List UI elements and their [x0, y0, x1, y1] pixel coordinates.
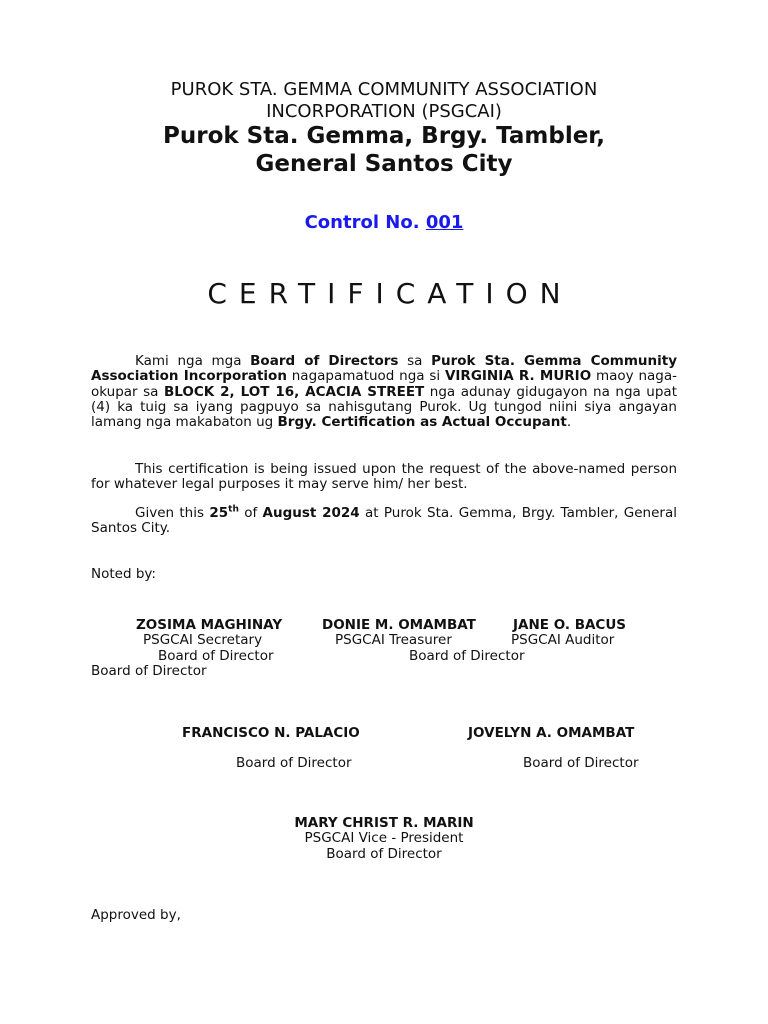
- body-paragraph-3: Given this 25th of August 2024 at Purok Sta. Gemma, Brgy. Tambler, General Santos City.: [91, 504, 677, 537]
- signatory-position: PSGCAI Auditor: [511, 632, 615, 648]
- org-name-line2: INCORPORATION (PSGCAI): [266, 101, 502, 122]
- signatory-name: JANE O. BACUS: [513, 617, 627, 633]
- signatory-position: Board of Director: [523, 755, 639, 771]
- signatory-role: Board of Director: [326, 846, 442, 862]
- signatory-position: PSGCAI Treasurer: [335, 632, 452, 648]
- signatory-name: ZOSIMA MAGHINAY: [136, 617, 283, 633]
- signatory-name: JOVELYN A. OMAMBAT: [468, 725, 635, 741]
- signatory-position: PSGCAI Secretary: [143, 632, 263, 648]
- address-line2: General Santos City: [255, 151, 513, 177]
- signatory-name: DONIE M. OMAMBAT: [322, 617, 476, 633]
- signatory-role: Board of Director: [409, 648, 525, 664]
- control-value: 001: [425, 212, 464, 233]
- body-paragraph-1: Kami nga mga Board of Directors sa Purok Sta. Gemma Community Association Incorporation nagapamatuod nga si VIRGINIA R. MURIO maoy naga-okupar sa BLOCK 2, LOT 16, ACACIA STREET nga adunay gidugayon na nga upat (4) ka tuig sa iyang pagpuyo sa nahisgutang Purok. Ug tungod niini siya angayan lamang nga makabaton ug Brgy. Certification as Actual Occupant.: [91, 353, 678, 431]
- body-paragraph-2: This certification is being issued upon the request of the above-named person for whatever legal purposes it may serve him/ her best.: [91, 461, 677, 493]
- org-name-line1: PUROK STA. GEMMA COMMUNITY ASSOCIATION: [170, 79, 598, 100]
- signatory-role: Board of Director: [158, 648, 274, 664]
- document-title: CERTIFICATION: [207, 277, 573, 310]
- signatory-name: MARY CHRIST R. MARIN: [294, 815, 474, 831]
- signatory-role: Board of Director: [91, 663, 207, 679]
- control-number: [0, 212, 768, 233]
- approved-by-label: Approved by,: [91, 907, 181, 923]
- signatory-name: FRANCISCO N. PALACIO: [182, 725, 360, 741]
- control-label: Control No.: [304, 212, 420, 233]
- signatory-position: Board of Director: [236, 755, 352, 771]
- noted-by-label: Noted by:: [91, 566, 156, 582]
- signatory-position: PSGCAI Vice - President: [304, 830, 464, 846]
- address-line1: Purok Sta. Gemma, Brgy. Tambler,: [163, 123, 605, 149]
